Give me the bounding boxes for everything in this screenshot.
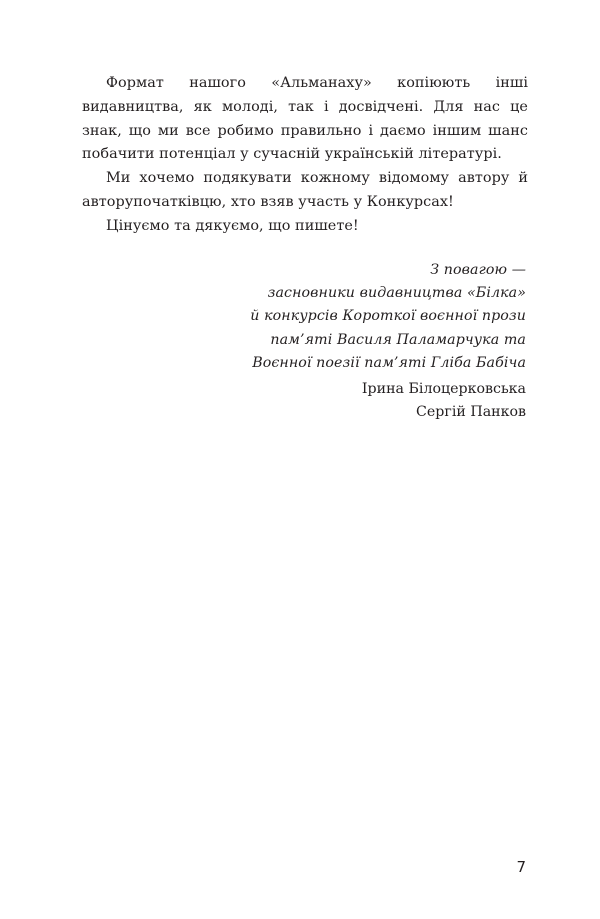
body-text <box>82 72 528 239</box>
closing-line-memory-palamarchuk: пам’яті Василя Паламарчука та <box>270 331 526 348</box>
closing-line-contest-prose: й конкурсів Короткої воєнної прози <box>250 308 526 325</box>
closing-line-founders: засновники видавництва «Білка» <box>267 285 526 302</box>
closing-block <box>250 259 526 375</box>
paragraph-format: Формат нашого «Альманаху» копіюють інші видавництва, як молоді, так і досвідчені. Для нас це знак, що ми все робимо правильно і даємо іншим шанс побачити потенціал у сучасній українській літературі. <box>82 75 528 163</box>
signature-bilotserkovska: Ірина Білоцерковська <box>361 381 526 397</box>
page-number: 7 <box>516 858 526 876</box>
paragraph-appreciation: Цінуємо та дякуємо, що пишете! <box>106 217 359 234</box>
signature-pankov: Сергій Панков <box>416 404 526 421</box>
closing-line-regards: З повагою — <box>430 262 526 278</box>
paragraph-thanks: Ми хочемо подякувати кожному відомому автору й авторупочатківцю, хто взяв участь у Конкурсах! <box>82 170 528 210</box>
closing-line-contest-poetry: Воєнної поезії пам’яті Гліба Бабіча <box>252 354 526 371</box>
signatures <box>362 378 526 425</box>
